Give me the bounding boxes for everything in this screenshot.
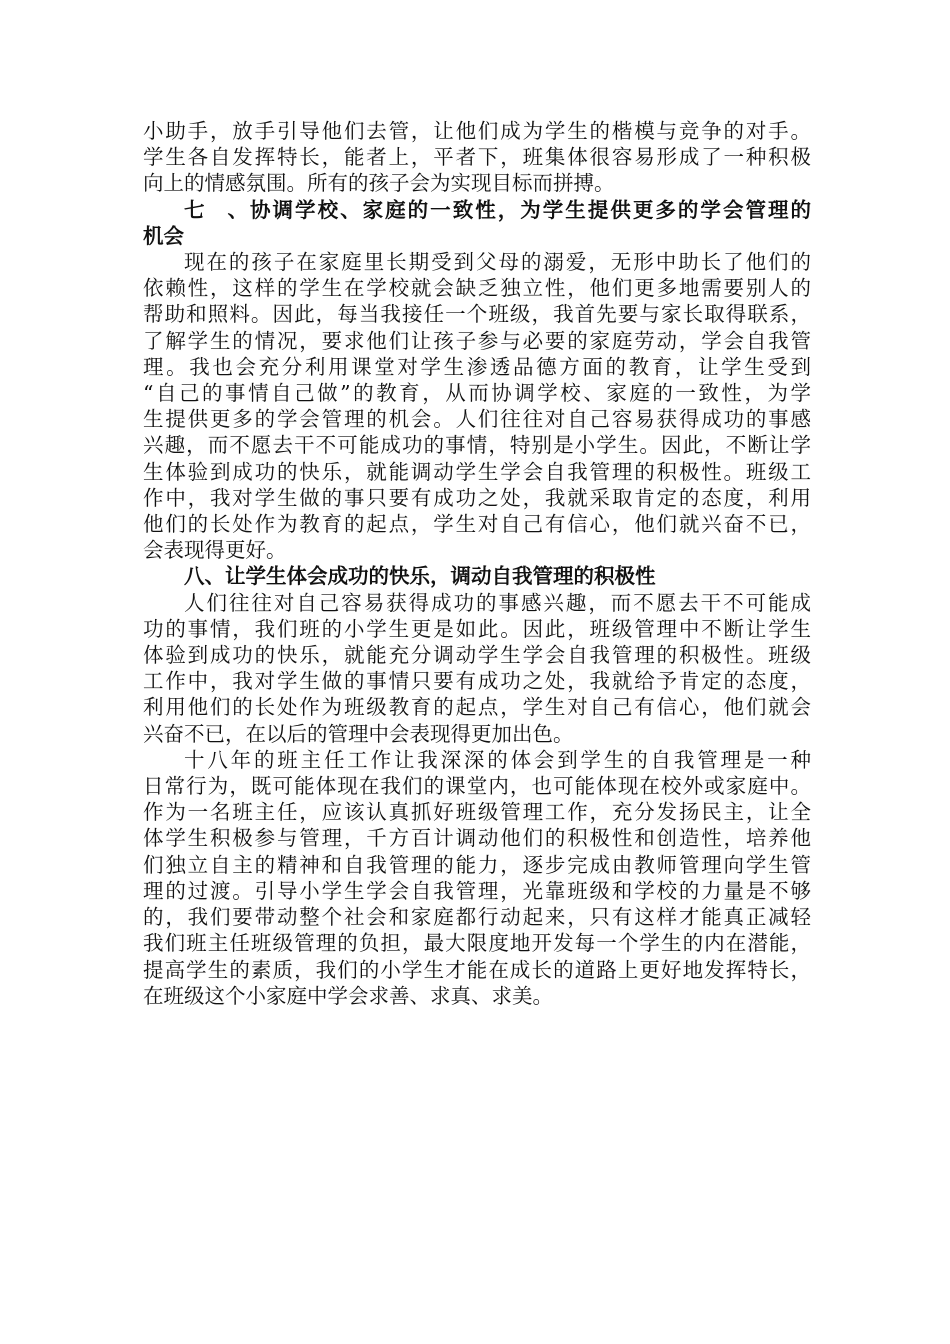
document-page [143,118,811,1009]
text-line: 现在的孩子在家庭里长期受到父母的溺爱，无形中助长了他们的 [184,250,811,275]
text-line: 理。我也会充分利用课堂对学生渗透品德方面的教育，让学生受到 [143,354,811,379]
section-8-paragraph [143,590,811,747]
conclusion-paragraph [143,747,811,1009]
text-line: 生体验到成功的快乐，就能调动学生学会自我管理的积极性。班级工 [143,459,811,484]
text-line: 工作中，我对学生做的事情只要有成功之处，我就给予肯定的态度， [143,669,811,694]
text-line: 他们的长处作为教育的起点，学生对自己有信心，他们就兴奋不已， [143,512,811,537]
text-line: 向上的情感氛围。所有的孩子会为实现目标而拼搏。 [143,171,615,196]
text-line: 兴趣，而不愿去干不可能成功的事情，特别是小学生。因此，不断让学 [143,433,811,458]
text-line: 提高学生的素质，我们的小学生才能在成长的道路上更好地发挥特长， [143,957,811,982]
text-line: 功的事情，我们班的小学生更是如此。因此，班级管理中不断让学生 [143,616,811,641]
text-line: “自己的事情自己做”的教育，从而协调学校、家庭的一致性，为学 [143,381,811,406]
section-7-title-line [143,197,811,223]
section-7-number: 七、 [184,197,248,222]
section-7-title: 协调学校、家庭的一致性，为学生提供更多的学会管理的 [248,197,811,222]
section-7-heading [143,197,811,249]
text-line: 小助手，放手引导他们去管，让他们成为学生的楷模与竞争的对手。 [143,119,811,143]
text-line: 体验到成功的快乐，就能充分调动学生学会自我管理的积极性。班级 [143,643,811,668]
text-line: 生提供更多的学会管理的机会。人们往往对自己容易获得成功的事感 [143,407,811,432]
text-line: 会表现得更好。 [143,538,287,563]
text-line: 我们班主任班级管理的负担，最大限度地开发每一个学生的内在潜能， [143,931,811,956]
text-line: 日常行为，既可能体现在我们的课堂内，也可能体现在校外或家庭中。 [143,774,811,799]
text-line: 兴奋不已，在以后的管理中会表现得更加出色。 [143,721,574,746]
text-line: 十八年的班主任工作让我深深的体会到学生的自我管理是一种 [184,747,811,772]
section-8-heading [143,563,811,589]
section-7-paragraph [143,249,811,563]
text-line: 理的过渡。引导小学生学会自我管理，光靠班级和学校的力量是不够 [143,878,811,903]
text-line: 作中，我对学生做的事只要有成功之处，我就采取肯定的态度，利用 [143,485,811,510]
text-line: 帮助和照料。因此，每当我接任一个班级，我首先要与家长取得联系， [143,302,811,327]
text-line: 在班级这个小家庭中学会求善、求真、求美。 [143,983,553,1008]
text-line: 的，我们要带动整个社会和家庭都行动起来，只有这样才能真正减轻 [143,905,811,930]
intro-paragraph [143,118,811,197]
text-line: 们独立自主的精神和自我管理的能力，逐步完成由教师管理向学生管 [143,852,811,877]
section-7-title-continued: 机会 [143,223,184,248]
text-line: 利用他们的长处作为班级教育的起点，学生对自己有信心，他们就会 [143,695,811,720]
text-line: 人们往往对自己容易获得成功的事感兴趣，而不愿去干不可能成 [184,590,811,615]
section-8-title: 八、让学生体会成功的快乐，调动自我管理的积极性 [184,564,656,589]
text-line: 作为一名班主任，应该认真抓好班级管理工作，充分发扬民主，让全 [143,800,811,825]
text-line: 依赖性，这样的学生在学校就会缺乏独立性，他们更多地需要别人的 [143,276,811,301]
text-line: 学生各自发挥特长，能者上，平者下，班集体很容易形成了一种积极 [143,145,811,170]
text-line: 了解学生的情况，要求他们让孩子参与必要的家庭劳动，学会自我管 [143,328,811,353]
text-line: 体学生积极参与管理，千方百计调动他们的积极性和创造性，培养他 [143,826,811,851]
